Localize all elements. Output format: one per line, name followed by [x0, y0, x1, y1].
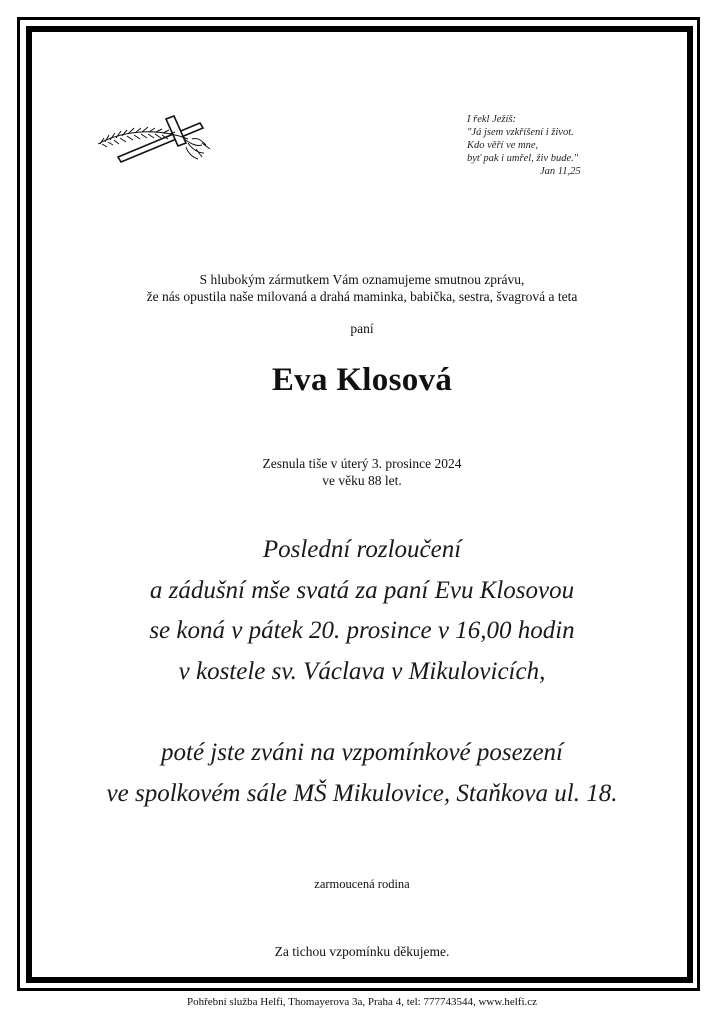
- deceased-name: Eva Klosová: [271, 362, 453, 398]
- gathering-line: ve spolkovém sále MŠ Mikulovice, Staňkova ul. 18.: [106, 779, 618, 807]
- quote-line: Kdo věří ve mne,: [467, 140, 539, 151]
- quote-reference: Jan 11,25: [540, 166, 581, 177]
- ceremony-line: Poslední rozloučení: [262, 536, 462, 563]
- death-info: [0, 455, 724, 489]
- announcement-line: že nás opustila naše milovaná a drahá maminka, babička, sestra, švagrová a teta: [146, 289, 578, 304]
- quote-line: "Já jsem vzkříšení i život.: [467, 127, 574, 138]
- family-signature: zarmoucená rodina: [314, 877, 410, 891]
- ceremony-line: se koná v pátek 20. prosince v 16,00 hodin: [149, 617, 575, 644]
- quote-line: byť pak i umřel, živ bude.": [467, 153, 579, 164]
- funeral-service-footer: Pohřební služba Helfi, Thomayerova 3a, Praha 4, tel: 777743544, www.helfi.cz: [186, 996, 538, 1008]
- ceremony-line: a zádušní mše svatá za paní Evu Klosovou: [149, 576, 575, 604]
- announcement-line: S hlubokým zármutkem Vám oznamujeme smutnou zprávu,: [199, 272, 525, 287]
- age-at-death: ve věku 88 let.: [322, 473, 402, 488]
- death-date: Zesnula tiše v úterý 3. prosince 2024: [262, 456, 462, 471]
- memorial-gathering: [0, 733, 724, 814]
- quote-line: I řekl Ježíš:: [467, 114, 516, 125]
- gathering-line: poté jste zváni na vzpomínkové posezení: [161, 739, 563, 766]
- salutation: paní: [350, 321, 374, 336]
- announcement-text: [0, 271, 724, 305]
- cross-with-palm-branch-icon: [96, 113, 224, 165]
- thanks-text: Za tichou vzpomínku děkujeme.: [274, 944, 450, 959]
- ceremony-announcement: [0, 530, 724, 692]
- ceremony-line: v kostele sv. Václava v Mikulovicích,: [178, 657, 546, 685]
- bible-quote: [467, 113, 627, 178]
